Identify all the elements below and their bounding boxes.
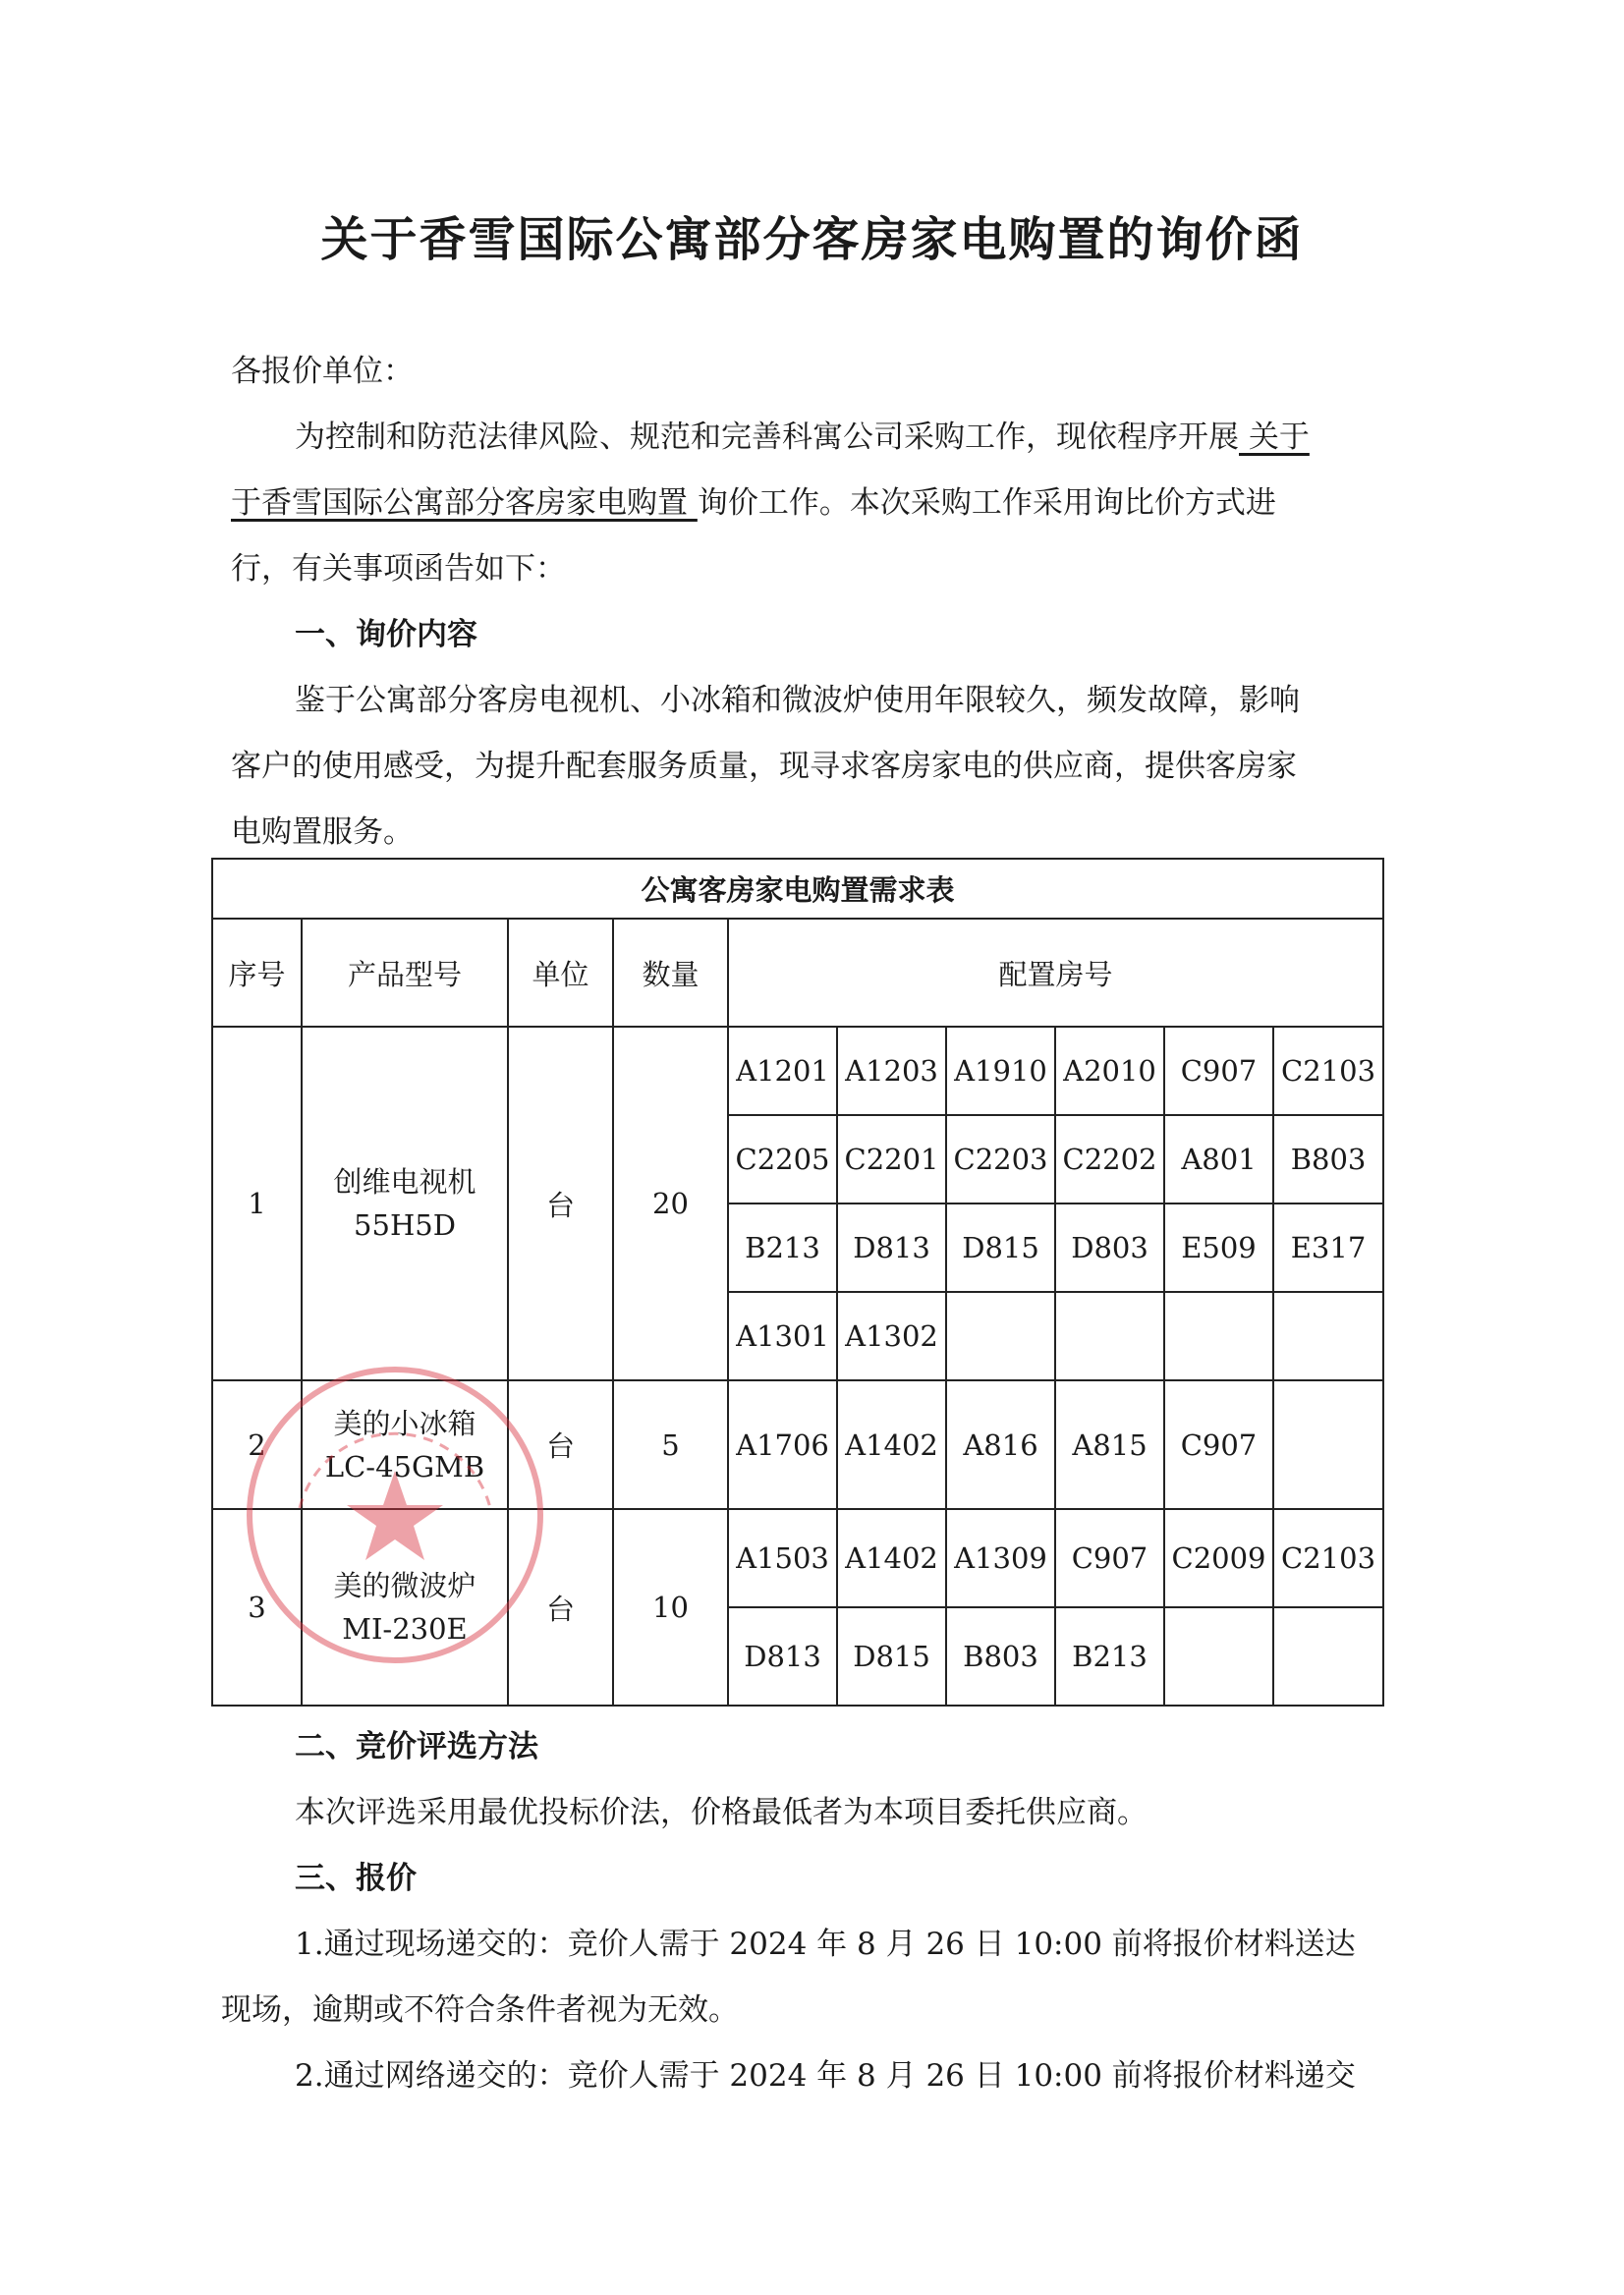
section-3-item-1-line-1: 1.通过现场递交的：竞价人需于 2024 年 8 月 26 日 10:00 前将报价材料送达 [295, 1927, 1356, 1962]
room-cell: A1302 [837, 1292, 946, 1380]
room-cell: A1402 [837, 1509, 946, 1607]
table-row [212, 1509, 1383, 1607]
table-row [212, 1027, 1383, 1115]
room-cell: A1503 [728, 1509, 837, 1607]
section-2-line-1: 本次评选采用最优投标价法，价格最低者为本项目委托供应商。 [295, 1795, 1148, 1830]
room-cell: A815 [1055, 1380, 1164, 1509]
room-cell: C2201 [837, 1115, 946, 1203]
room-cell [1273, 1380, 1383, 1509]
product-model: 55H5D [354, 1208, 456, 1242]
room-cell: C2205 [728, 1115, 837, 1203]
room-cell: C2203 [946, 1115, 1055, 1203]
room-cell [946, 1292, 1055, 1380]
room-cell: C907 [1164, 1380, 1273, 1509]
room-cell: A1910 [946, 1027, 1055, 1115]
room-cell: A1301 [728, 1292, 837, 1380]
section-1-line-3: 电购置服务。 [231, 814, 414, 850]
room-cell: D815 [946, 1203, 1055, 1292]
section-1-line-2: 客户的使用感受，为提升配套服务质量，现寻求客房家电的供应商，提供客房家 [231, 749, 1297, 784]
product-model: LC-45GMB [324, 1449, 485, 1483]
header-seq: 序号 [212, 919, 302, 1027]
product-name: 美的微波炉 [333, 1569, 476, 1602]
room-cell: D813 [837, 1203, 946, 1292]
qty-cell: 5 [613, 1380, 728, 1509]
room-cell: C907 [1164, 1027, 1273, 1115]
room-cell: D815 [837, 1607, 946, 1706]
product-model: MI-230E [342, 1612, 468, 1646]
intro-line-2 [231, 471, 1276, 536]
room-cell: C2009 [1164, 1509, 1273, 1607]
room-cell: A816 [946, 1380, 1055, 1509]
room-cell: A1201 [728, 1027, 837, 1115]
room-cell [1164, 1292, 1273, 1380]
header-qty: 数量 [613, 919, 728, 1027]
salutation: 各报价单位： [231, 354, 414, 389]
room-cell: B803 [946, 1607, 1055, 1706]
room-cell: C907 [1055, 1509, 1164, 1607]
project-name-underlined-cont: 于香雪国际公寓部分客房家电购置 [231, 485, 698, 521]
room-cell: B803 [1273, 1115, 1383, 1203]
room-cell: A1706 [728, 1380, 837, 1509]
table-row [212, 1380, 1383, 1509]
room-cell: A1402 [837, 1380, 946, 1509]
product-cell [302, 1027, 508, 1380]
seq-cell: 2 [212, 1380, 302, 1509]
intro-text-2: 询价工作。本次采购工作采用询比价方式进 [697, 485, 1276, 521]
section-3-item-2-line-1: 2.通过网络递交的：竞价人需于 2024 年 8 月 26 日 10:00 前将报价材料递交 [295, 2058, 1356, 2094]
section-3-heading: 三、报价 [295, 1861, 417, 1896]
product-cell [302, 1509, 508, 1706]
table-header-row [212, 919, 1383, 1027]
seq-cell: 3 [212, 1509, 302, 1706]
unit-cell: 台 [508, 1027, 613, 1380]
room-cell: C2103 [1273, 1509, 1383, 1607]
qty-cell: 20 [613, 1027, 728, 1380]
section-1-line-1: 鉴于公寓部分客房电视机、小冰箱和微波炉使用年限较久，频发故障，影响 [295, 683, 1300, 718]
section-3-item-1-line-2: 现场，逾期或不符合条件者视为无效。 [221, 1992, 739, 2028]
section-1-heading: 一、询价内容 [295, 617, 477, 652]
seq-cell: 1 [212, 1027, 302, 1380]
room-cell [1164, 1607, 1273, 1706]
header-product: 产品型号 [302, 919, 508, 1027]
table-caption: 公寓客房家电购置需求表 [212, 859, 1383, 919]
room-cell: B213 [1055, 1607, 1164, 1706]
section-2-heading: 二、竞价评选方法 [295, 1729, 538, 1764]
room-cell: D803 [1055, 1203, 1164, 1292]
room-cell: E317 [1273, 1203, 1383, 1292]
header-rooms: 配置房号 [728, 919, 1383, 1027]
intro-line-3: 行，有关事项函告如下： [231, 551, 566, 587]
room-cell [1055, 1292, 1164, 1380]
room-cell [1273, 1607, 1383, 1706]
room-cell: B213 [728, 1203, 837, 1292]
page-title: 关于香雪国际公寓部分客房家电购置的询价函 [320, 212, 1304, 267]
product-name: 创维电视机 [333, 1165, 476, 1199]
project-name-underlined: 关于 [1239, 420, 1310, 455]
requirements-table [211, 858, 1384, 1707]
room-cell [1273, 1292, 1383, 1380]
unit-cell: 台 [508, 1380, 613, 1509]
unit-cell: 台 [508, 1509, 613, 1706]
room-cell: C2202 [1055, 1115, 1164, 1203]
intro-text: 为控制和防范法律风险、规范和完善科寓公司采购工作，现依程序开展 [295, 420, 1239, 455]
room-cell: A1203 [837, 1027, 946, 1115]
room-cell: C2103 [1273, 1027, 1383, 1115]
room-cell: A2010 [1055, 1027, 1164, 1115]
product-name: 美的小冰箱 [333, 1406, 476, 1440]
room-cell: D813 [728, 1607, 837, 1706]
intro-line-1 [295, 405, 1310, 471]
qty-cell: 10 [613, 1509, 728, 1706]
header-unit: 单位 [508, 919, 613, 1027]
product-cell [302, 1380, 508, 1509]
room-cell: E509 [1164, 1203, 1273, 1292]
room-cell: A801 [1164, 1115, 1273, 1203]
room-cell: A1309 [946, 1509, 1055, 1607]
